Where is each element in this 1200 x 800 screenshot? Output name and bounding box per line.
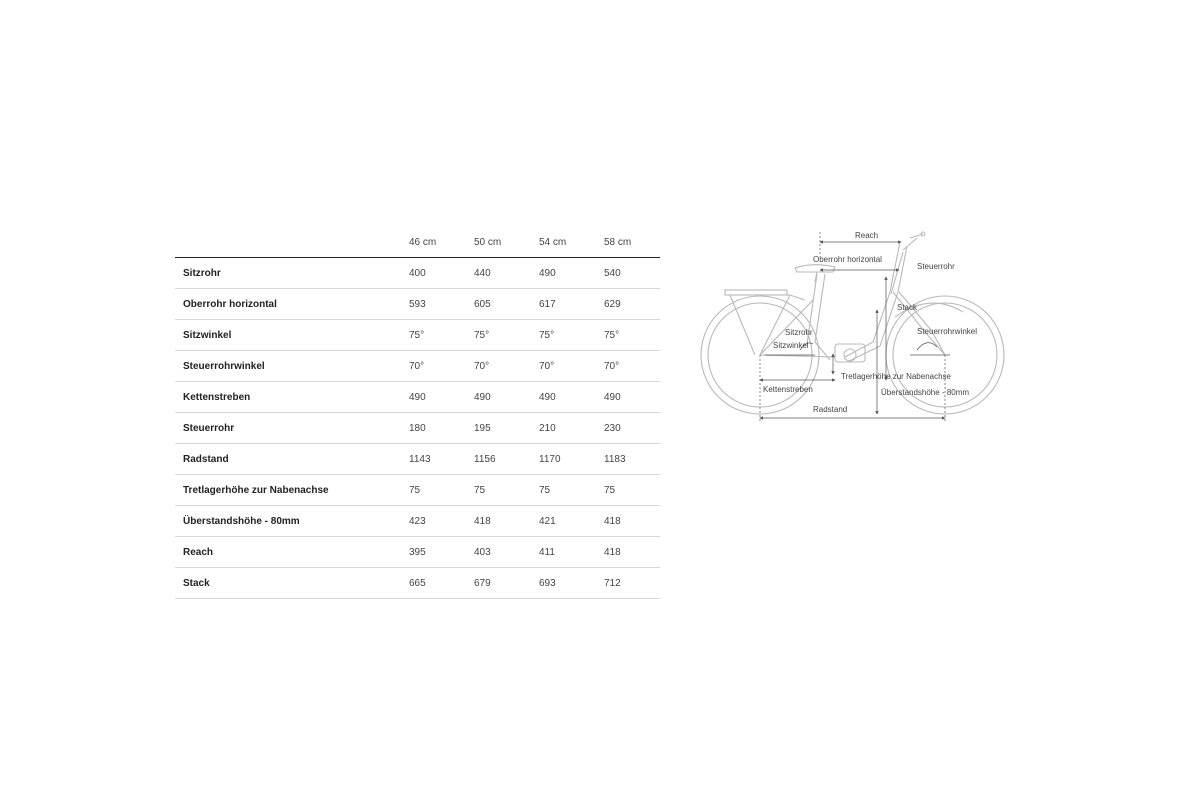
- table-row: [175, 258, 660, 289]
- table-row: [175, 413, 660, 444]
- table-cell: 490: [409, 382, 474, 413]
- table-cell: 665: [409, 568, 474, 599]
- row-label: Steuerrohr: [175, 413, 409, 444]
- label-steuerrohrwinkel: Steuerrohrwinkel: [917, 327, 978, 336]
- table-cell: 75: [539, 475, 604, 506]
- saddle: [795, 265, 835, 272]
- table-cell: 70°: [474, 351, 539, 382]
- table-cell: 490: [539, 258, 604, 289]
- table-cell: 693: [539, 568, 604, 599]
- table-cell: 400: [409, 258, 474, 289]
- header-corner: [175, 228, 409, 258]
- label-radstand: Radstand: [813, 405, 848, 414]
- row-label: Stack: [175, 568, 409, 599]
- geometry-table: [175, 228, 660, 599]
- table-row: [175, 289, 660, 320]
- table-cell: 75°: [409, 320, 474, 351]
- bike-geometry-diagram: [695, 222, 1015, 422]
- table-cell: 70°: [539, 351, 604, 382]
- chainring: [844, 349, 856, 361]
- table-header-row: [175, 228, 660, 258]
- table-cell: 1156: [474, 444, 539, 475]
- table-cell: 230: [604, 413, 660, 444]
- table-cell: 75°: [604, 320, 660, 351]
- row-label: Sitzrohr: [175, 258, 409, 289]
- table-row: [175, 382, 660, 413]
- table-cell: 395: [409, 537, 474, 568]
- label-steuerrohr: Steuerrohr: [917, 262, 955, 271]
- table-cell: 75: [474, 475, 539, 506]
- table-cell: 418: [474, 506, 539, 537]
- size-header: 58 cm: [604, 228, 660, 258]
- table-row: [175, 475, 660, 506]
- diagram-labels: [763, 231, 977, 414]
- table-cell: 75°: [539, 320, 604, 351]
- table-cell: 70°: [604, 351, 660, 382]
- label-kettenstreben: Kettenstreben: [763, 385, 813, 394]
- label-sitzwinkel: Sitzwinkel: [773, 341, 809, 350]
- table-cell: 418: [604, 537, 660, 568]
- table-row: [175, 537, 660, 568]
- table-cell: 540: [604, 258, 660, 289]
- table-cell: 605: [474, 289, 539, 320]
- table-cell: 593: [409, 289, 474, 320]
- label-tretlager: Tretlagerhöhe zur Nabenachse: [841, 372, 951, 381]
- label-ueberstand: Überstandshöhe - 80mm: [881, 388, 970, 397]
- row-label: Kettenstreben: [175, 382, 409, 413]
- table-cell: 195: [474, 413, 539, 444]
- size-header: 46 cm: [409, 228, 474, 258]
- table-cell: 70°: [409, 351, 474, 382]
- table-cell: 617: [539, 289, 604, 320]
- row-label: Überstandshöhe - 80mm: [175, 506, 409, 537]
- table-cell: 490: [604, 382, 660, 413]
- stem: [903, 238, 917, 250]
- table-cell: 1143: [409, 444, 474, 475]
- table-row: [175, 444, 660, 475]
- label-oberrohr: Oberrohr horizontal: [813, 255, 882, 264]
- table-cell: 440: [474, 258, 539, 289]
- row-label: Tretlagerhöhe zur Nabenachse: [175, 475, 409, 506]
- size-header: 50 cm: [474, 228, 539, 258]
- table-cell: 75: [604, 475, 660, 506]
- table-cell: 1183: [604, 444, 660, 475]
- table-row: [175, 568, 660, 599]
- table-row: [175, 351, 660, 382]
- table-cell: 490: [474, 382, 539, 413]
- table-cell: 679: [474, 568, 539, 599]
- table-row: [175, 320, 660, 351]
- row-label: Oberrohr horizontal: [175, 289, 409, 320]
- table-cell: 421: [539, 506, 604, 537]
- label-sitzrohr: Sitzrohr: [785, 328, 813, 337]
- label-stack: Stack: [897, 303, 918, 312]
- row-label: Radstand: [175, 444, 409, 475]
- row-label: Steuerrohrwinkel: [175, 351, 409, 382]
- motor: [835, 344, 865, 362]
- table-cell: 403: [474, 537, 539, 568]
- table-row: [175, 506, 660, 537]
- table-cell: 75°: [474, 320, 539, 351]
- table-cell: 418: [604, 506, 660, 537]
- seat-tube: [815, 274, 830, 360]
- table-cell: 490: [539, 382, 604, 413]
- table-cell: 75: [409, 475, 474, 506]
- table-cell: 423: [409, 506, 474, 537]
- fork-inner: [899, 292, 945, 355]
- size-header: 54 cm: [539, 228, 604, 258]
- steuerrohrwinkel-arc: [917, 343, 937, 350]
- row-label: Reach: [175, 537, 409, 568]
- table-cell: 629: [604, 289, 660, 320]
- table-cell: 411: [539, 537, 604, 568]
- rack-top: [725, 290, 787, 295]
- table-cell: 180: [409, 413, 474, 444]
- label-reach: Reach: [855, 231, 879, 240]
- table-cell: 712: [604, 568, 660, 599]
- table-cell: 1170: [539, 444, 604, 475]
- table-cell: 210: [539, 413, 604, 444]
- row-label: Sitzwinkel: [175, 320, 409, 351]
